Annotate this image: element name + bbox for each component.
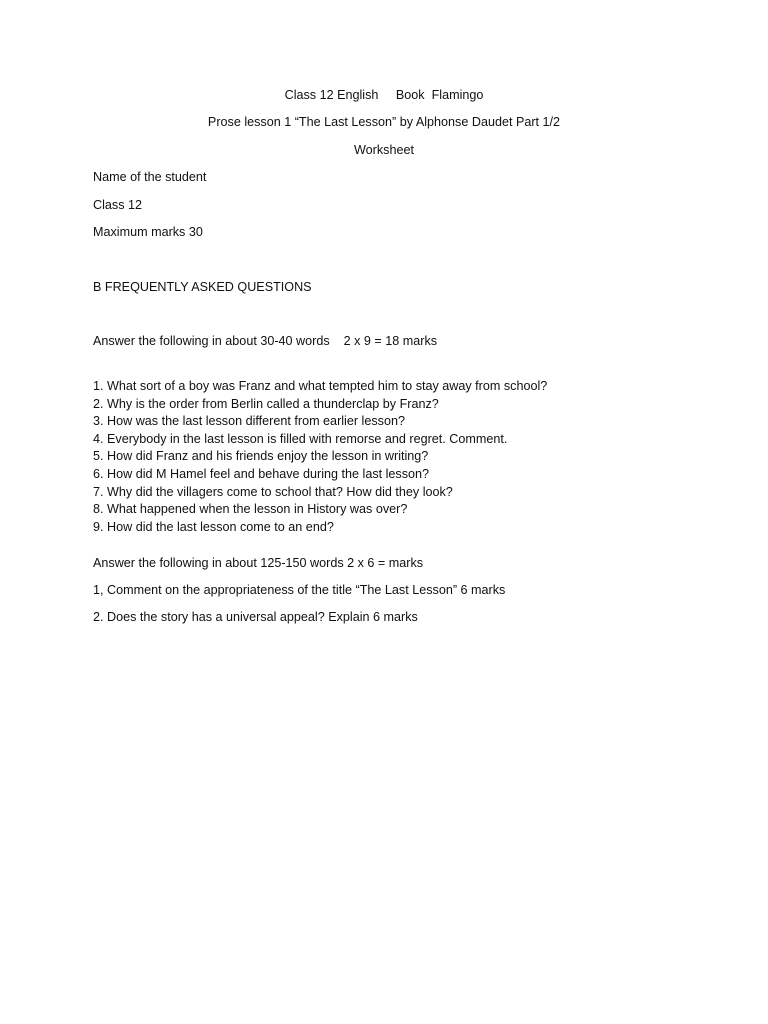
- list-item: 6. How did M Hamel feel and behave during the last lesson?: [93, 466, 430, 481]
- course-title: Class 12 English Book Flamingo: [284, 88, 484, 102]
- maximum-marks: Maximum marks 30: [93, 225, 203, 239]
- list-item: 2. Why is the order from Berlin called a thunderclap by Franz?: [93, 396, 439, 411]
- list-item: 8. What happened when the lesson in History was over?: [93, 502, 408, 517]
- list-item: 9. How did the last lesson come to an end?: [93, 519, 334, 534]
- short-answer-instruction: Answer the following in about 30-40 words 2 x 9 = 18 marks: [93, 334, 438, 348]
- student-name-label: Name of the student: [93, 170, 207, 184]
- worksheet-title: Worksheet: [354, 143, 414, 157]
- long-answer-instruction: Answer the following in about 125-150 words 2 x 6 = marks: [93, 556, 424, 570]
- list-item: 3. How was the last lesson different from earlier lesson?: [93, 414, 405, 429]
- list-item: 1. What sort of a boy was Franz and what tempted him to stay away from school?: [93, 379, 548, 393]
- list-item: 5. How did Franz and his friends enjoy the lesson in writing?: [93, 449, 429, 464]
- section-heading: B FREQUENTLY ASKED QUESTIONS: [93, 280, 312, 294]
- long-question-2: 2. Does the story has a universal appeal? Explain 6 marks: [93, 610, 418, 624]
- long-question-1: 1, Comment on the appropriateness of the title “The Last Lesson” 6 marks: [93, 583, 506, 597]
- list-item: 4. Everybody in the last lesson is filled with remorse and regret. Comment.: [93, 431, 508, 446]
- short-question-list: [93, 378, 547, 536]
- lesson-title: Prose lesson 1 “The Last Lesson” by Alphonse Daudet Part 1/2: [207, 115, 561, 129]
- class-label: Class 12: [93, 198, 142, 212]
- list-item: 7. Why did the villagers come to school that? How did they look?: [93, 484, 453, 499]
